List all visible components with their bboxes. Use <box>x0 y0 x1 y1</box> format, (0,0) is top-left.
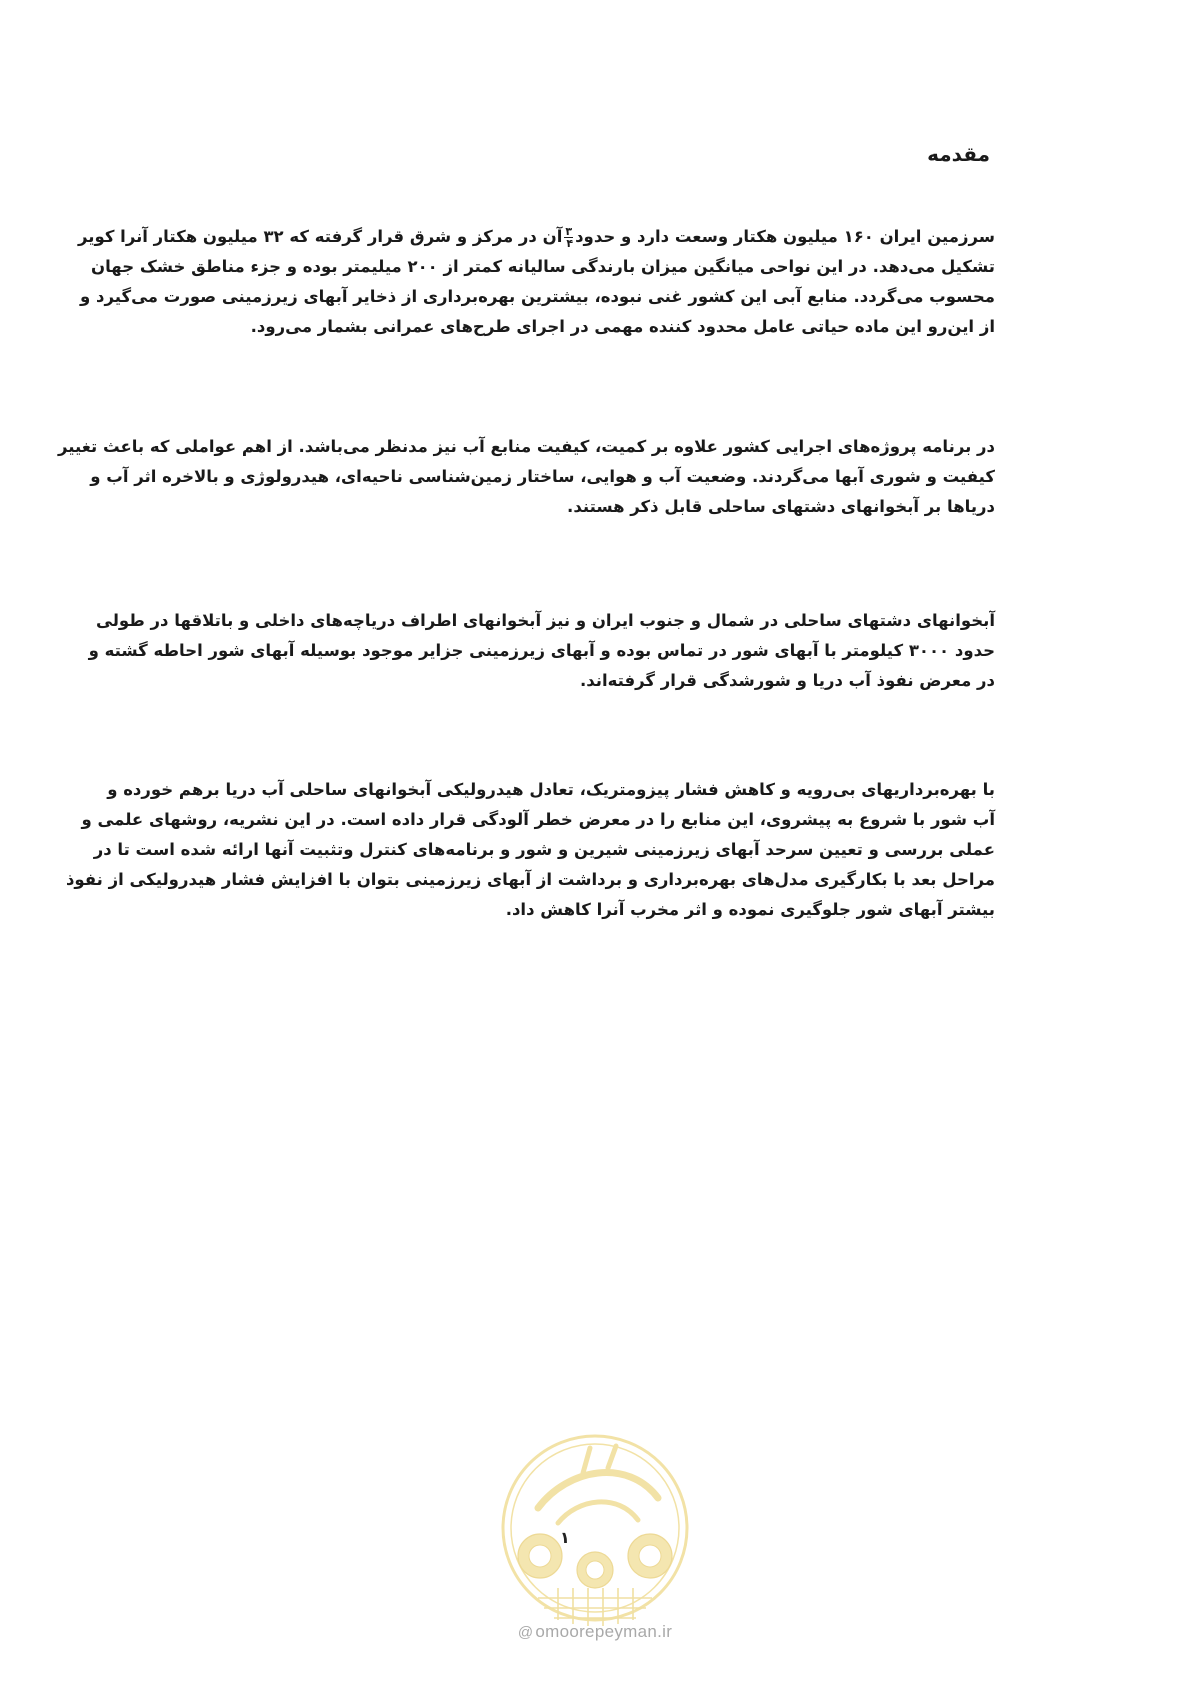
fraction-numerator: ۳ <box>565 225 573 238</box>
watermark-seal-logo <box>498 1428 692 1628</box>
footer-website-text: omoorepeyman.ir <box>535 1622 673 1641</box>
paragraph-line: در برنامه پروژه‌های اجرایی کشور علاوه بر کمیت، کیفیت منابع آب نیز مدنظر می‌باشد. از اهم عواملی که باعث تغییر <box>57 437 995 456</box>
fraction <box>564 226 573 249</box>
paragraph-2 <box>57 432 995 522</box>
page-number: ۱ <box>560 1528 570 1547</box>
paragraph-line: کیفیت و شوری آبها می‌گردند. وضعیت آب و هوایی، ساختار زمین‌شناسی ناحیه‌ای، هیدرولوژی و بالاخره اثر آب و <box>90 467 995 486</box>
paragraph-line: بیشتر آبهای شور جلوگیری نموده و اثر مخرب آنرا کاهش داد. <box>505 900 995 919</box>
footer-website <box>0 1622 1190 1642</box>
paragraph-line: تشکیل می‌دهد. در این نواحی میانگین میزان بارندگی سالیانه کمتر از ۲۰۰ میلیمتر بوده و جزء مناطق خشک جهان <box>91 257 995 276</box>
paragraph-line: از این‌رو این ماده حیاتی عامل محدود کننده مهمی در اجرای طرح‌های عمرانی بشمار می‌رود. <box>250 317 995 336</box>
paragraph-3 <box>88 606 995 696</box>
fraction-denominator: ۴ <box>566 237 574 250</box>
section-heading: مقدمه <box>927 142 990 166</box>
paragraph-1 <box>78 222 995 342</box>
paragraph-line: با بهره‌برداریهای بی‌رویه و کاهش فشار پیزومتریک، تعادل هیدرولیکی آبخوانهای ساحلی آب دریا برهم خورده و <box>107 780 995 799</box>
paragraph-4 <box>65 775 995 925</box>
line-segment: سرزمین ایران ۱۶۰ میلیون هکتار وسعت دارد و حدود <box>575 227 995 246</box>
paragraph-line: در معرض نفوذ آب دریا و شورشدگی قرار گرفته‌اند. <box>579 671 995 690</box>
at-icon: @ <box>517 1624 534 1641</box>
paragraph-line: محسوب می‌گردد. منابع آبی این کشور غنی نبوده، بیشترین بهره‌برداری از ذخایر آبهای زیرزمینی صورت می‌گیرد و <box>80 287 995 306</box>
line-segment: آن در مرکز و شرق قرار گرفته که ۳۲ میلیون هکتار آنرا کویر <box>78 227 563 246</box>
paragraph-line: دریاها بر آبخوانهای دشتهای ساحلی قابل ذکر هستند. <box>567 497 995 516</box>
paragraph-line: حدود ۳۰۰۰ کیلومتر با آبهای شور در تماس بوده و آبهای زیرزمینی جزایر موجود بوسیله آبهای شور احاطه گشته و <box>88 641 995 660</box>
paragraph-line <box>78 222 995 252</box>
paragraph-line: عملی بررسی و تعیین سرحد آبهای زیرزمینی شیرین و شور و برنامه‌های کنترل وتثبیت آنها ارائه شده است تا در <box>93 840 995 859</box>
paragraph-line: آبخوانهای دشتهای ساحلی در شمال و جنوب ایران و نیز آبخوانهای اطراف دریاچه‌های داخلی و باتلاقها در طولی <box>96 611 995 630</box>
paragraph-line: آب شور با شروع به پیشروی، این منابع را در معرض خطر آلودگی قرار داده است. در این نشریه، روشهای علمی و <box>81 810 995 829</box>
paragraph-line: مراحل بعد با بکارگیری مدل‌های بهره‌برداری و برداشت از آبهای زیرزمینی بتوان با افزایش فشار هیدرولیکی از نفوذ <box>65 870 995 889</box>
